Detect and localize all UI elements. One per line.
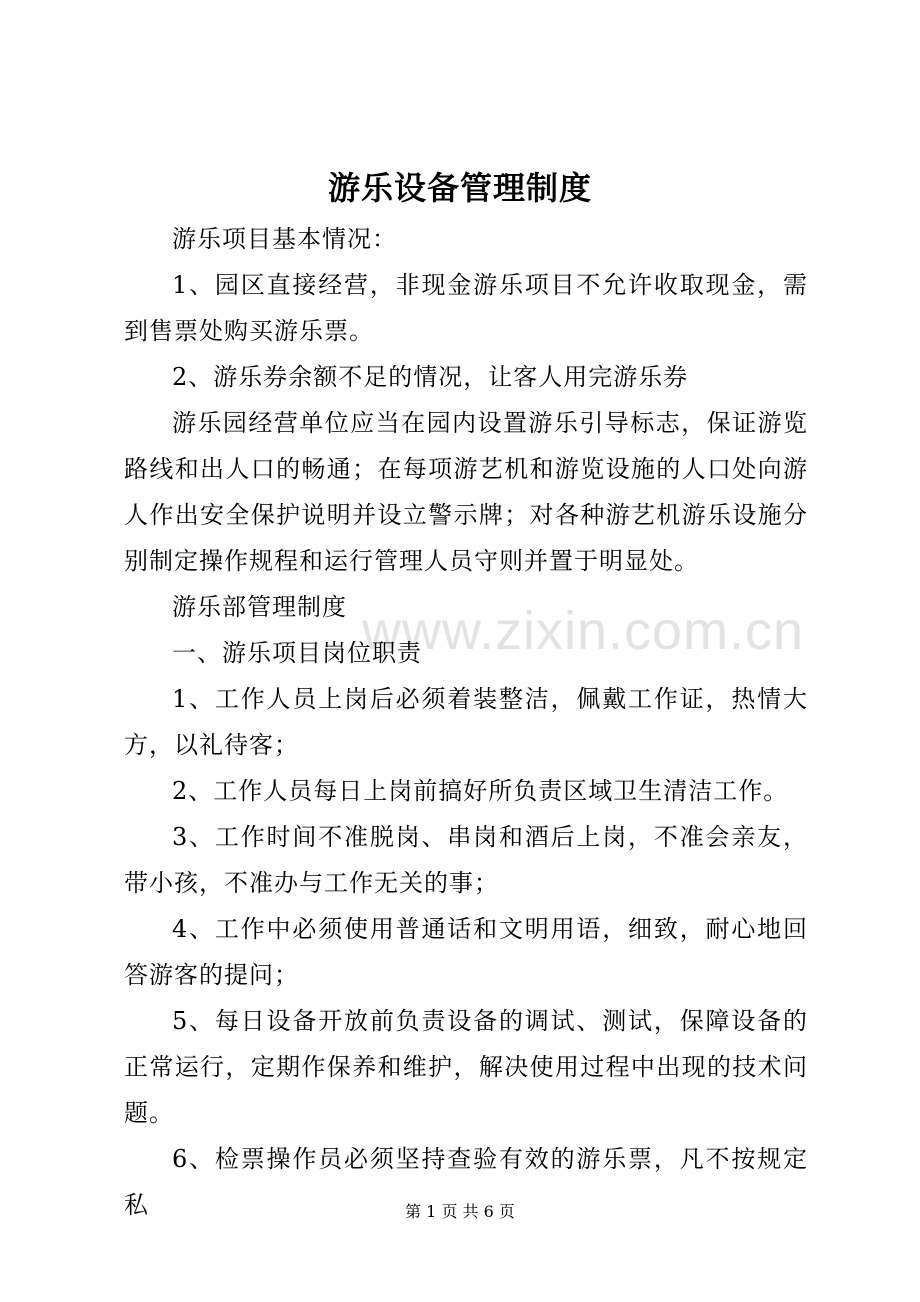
paragraph-duty-6: 6、检票操作员必须坚持查验有效的游乐票，凡不按规定私 xyxy=(124,1145,808,1219)
paragraph-basic-info-heading: 游乐项目基本情况： xyxy=(172,225,397,253)
document-title: 游乐设备管理制度 xyxy=(327,169,592,207)
paragraph-duty-2: 2、工作人员每日上岗前搞好所负责区域卫生清洁工作。 xyxy=(172,777,789,805)
paragraph-duty-4: 4、工作中必须使用普通话和文明用语，细致，耐心地回答游客的提问； xyxy=(124,915,808,989)
paragraph-duty-1: 1、工作人员上岗后必须着装整洁，佩戴工作证，热情大方，以礼待客； xyxy=(124,685,808,759)
paragraph-duty-3: 3、工作时间不准脱岗、串岗和酒后上岗，不准会亲友，带小孩，不准办与工作无关的事； xyxy=(124,823,808,897)
paragraph-duty-5: 5、每日设备开放前负责设备的调试、测试，保障设备的正常运行，定期作保养和维护，解决使用过程中出现的技术问题。 xyxy=(124,1007,808,1127)
paragraph-section-heading: 一、游乐项目岗位职责 xyxy=(172,639,422,667)
paragraph-department-heading: 游乐部管理制度 xyxy=(172,593,347,621)
paragraph-item-2: 2、游乐券余额不足的情况，让客人用完游乐券 xyxy=(172,363,689,391)
paragraph-item-1: 1、园区直接经营，非现金游乐项目不允许收取现金，需到售票处购买游乐票。 xyxy=(124,271,808,345)
document-body xyxy=(124,216,808,1228)
page-footer: 第 1 页 共 6 页 xyxy=(405,1202,515,1221)
paragraph-operation-rules: 游乐园经营单位应当在园内设置游乐引导标志，保证游览路线和出人口的畅通；在每项游艺机和游览设施的人口处向游人作出安全保护说明并设立警示牌；对各种游艺机游乐设施分别制定操作规程和运行管理人员守则并置于明显处。 xyxy=(124,409,808,575)
watermark: www.zixin.com.cn xyxy=(362,601,805,661)
